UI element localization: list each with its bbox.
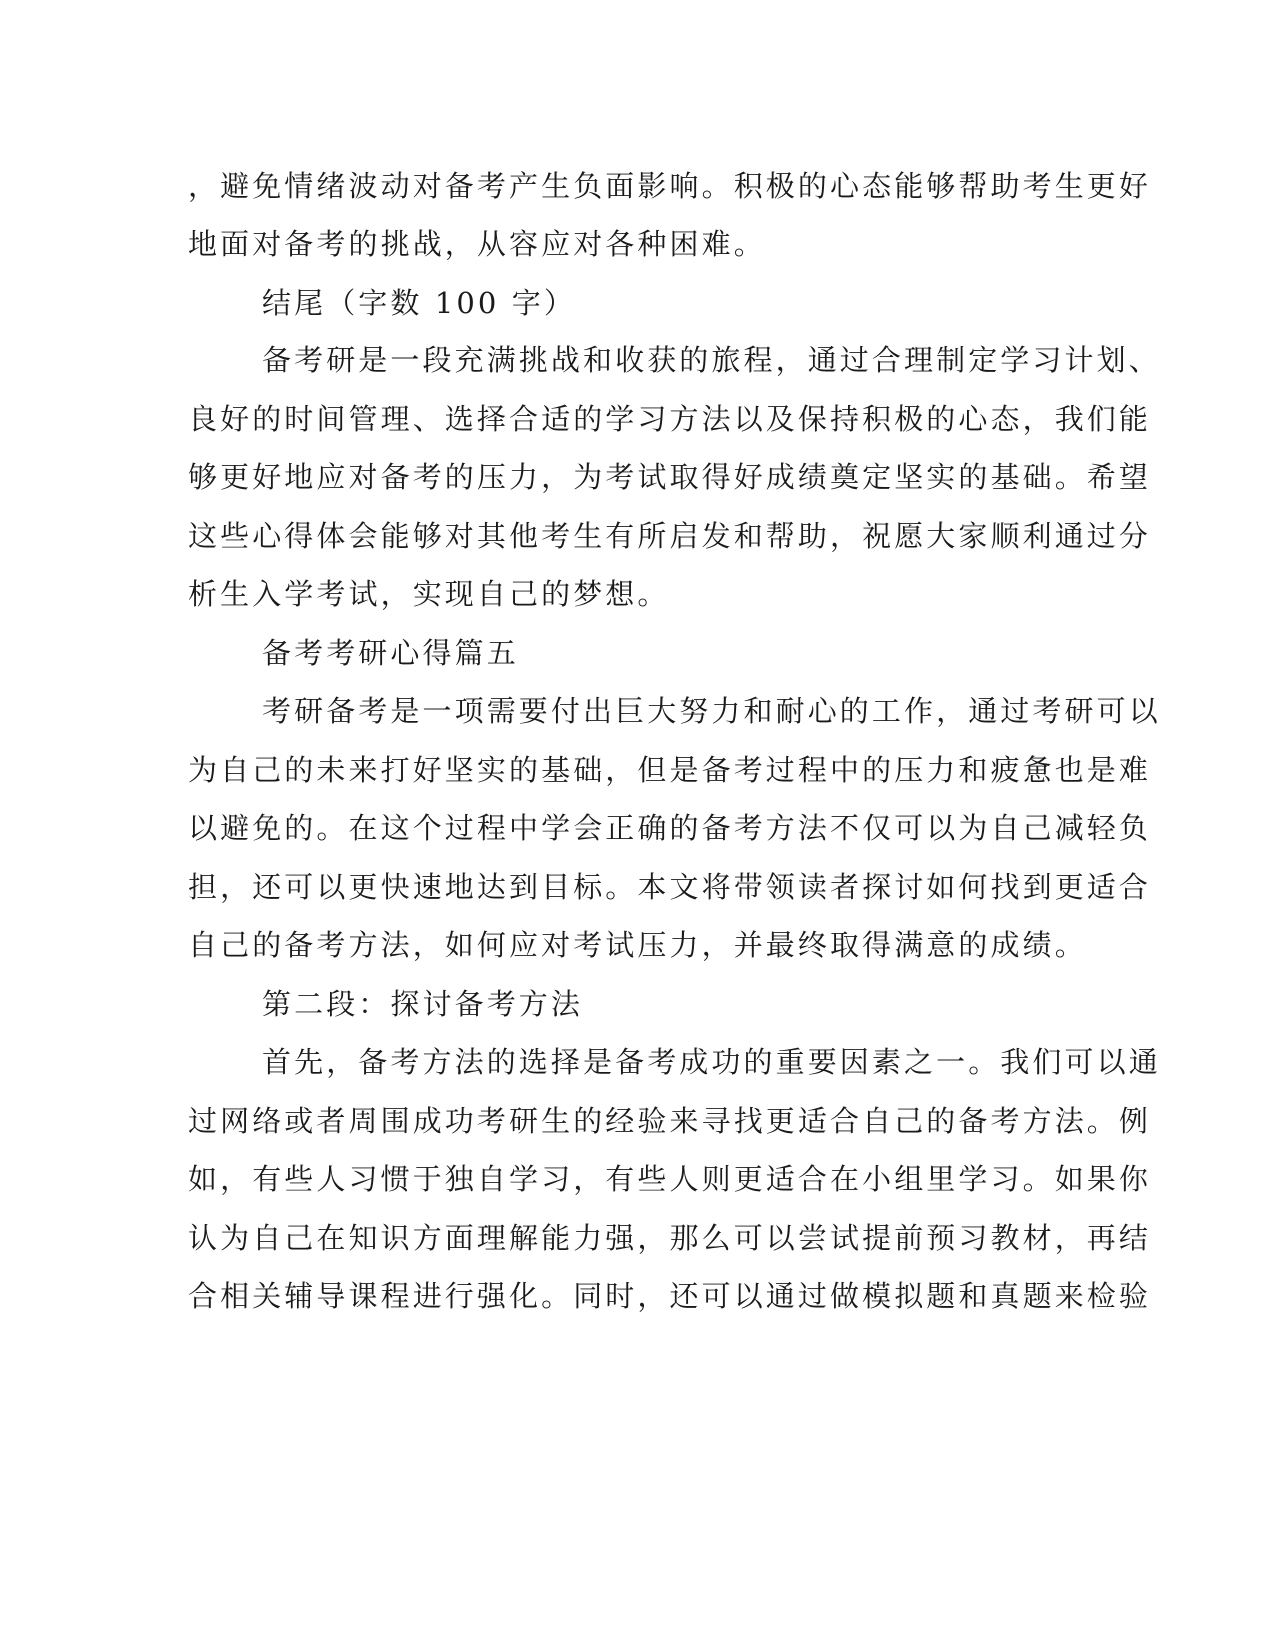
paragraph-line: 够更好地应对备考的压力，为考试取得好成绩奠定坚实的基础。希望 <box>188 460 1152 494</box>
paragraph-line: 为自己的未来打好坚实的基础，但是备考过程中的压力和疲惫也是难 <box>188 753 1152 787</box>
section-heading: 备考考研心得篇五 <box>262 636 519 670</box>
paragraph-line: 备考研是一段充满挑战和收获的旅程，通过合理制定学习计划、 <box>262 343 1161 377</box>
section-heading: 结尾（字数 100 字） <box>262 286 576 320</box>
paragraph-line: 析生入学考试，实现自己的梦想。 <box>188 577 670 611</box>
paragraph-line: 认为自己在知识方面理解能力强，那么可以尝试提前预习教材，再结 <box>188 1221 1152 1255</box>
paragraph-line: 担，还可以更快速地达到目标。本文将带领读者探讨如何找到更适合 <box>188 870 1152 904</box>
paragraph-line: 地面对备考的挑战，从容应对各种困难。 <box>188 227 766 261</box>
paragraph-line: 如，有些人习惯于独自学习，有些人则更适合在小组里学习。如果你 <box>188 1162 1152 1196</box>
paragraph-line: 良好的时间管理、选择合适的学习方法以及保持积极的心态，我们能 <box>188 402 1152 436</box>
paragraph-line: 首先，备考方法的选择是备考成功的重要因素之一。我们可以通 <box>262 1045 1161 1079</box>
paragraph-line: 合相关辅导课程进行强化。同时，还可以通过做模拟题和真题来检验 <box>188 1279 1152 1313</box>
paragraph-line: 过网络或者周围成功考研生的经验来寻找更适合自己的备考方法。例 <box>188 1104 1152 1138</box>
section-heading: 第二段：探讨备考方法 <box>262 987 584 1021</box>
paragraph-line: ，避免情绪波动对备考产生负面影响。积极的心态能够帮助考生更好 <box>188 169 1152 203</box>
paragraph-line: 考研备考是一项需要付出巨大努力和耐心的工作，通过考研可以 <box>262 694 1161 728</box>
paragraph-line: 自己的备考方法，如何应对考试压力，并最终取得满意的成绩。 <box>188 928 1087 962</box>
paragraph-line: 这些心得体会能够对其他考生有所启发和帮助，祝愿大家顺利通过分 <box>188 519 1152 553</box>
paragraph-line: 以避免的。在这个过程中学会正确的备考方法不仅可以为自己减轻负 <box>188 811 1152 845</box>
